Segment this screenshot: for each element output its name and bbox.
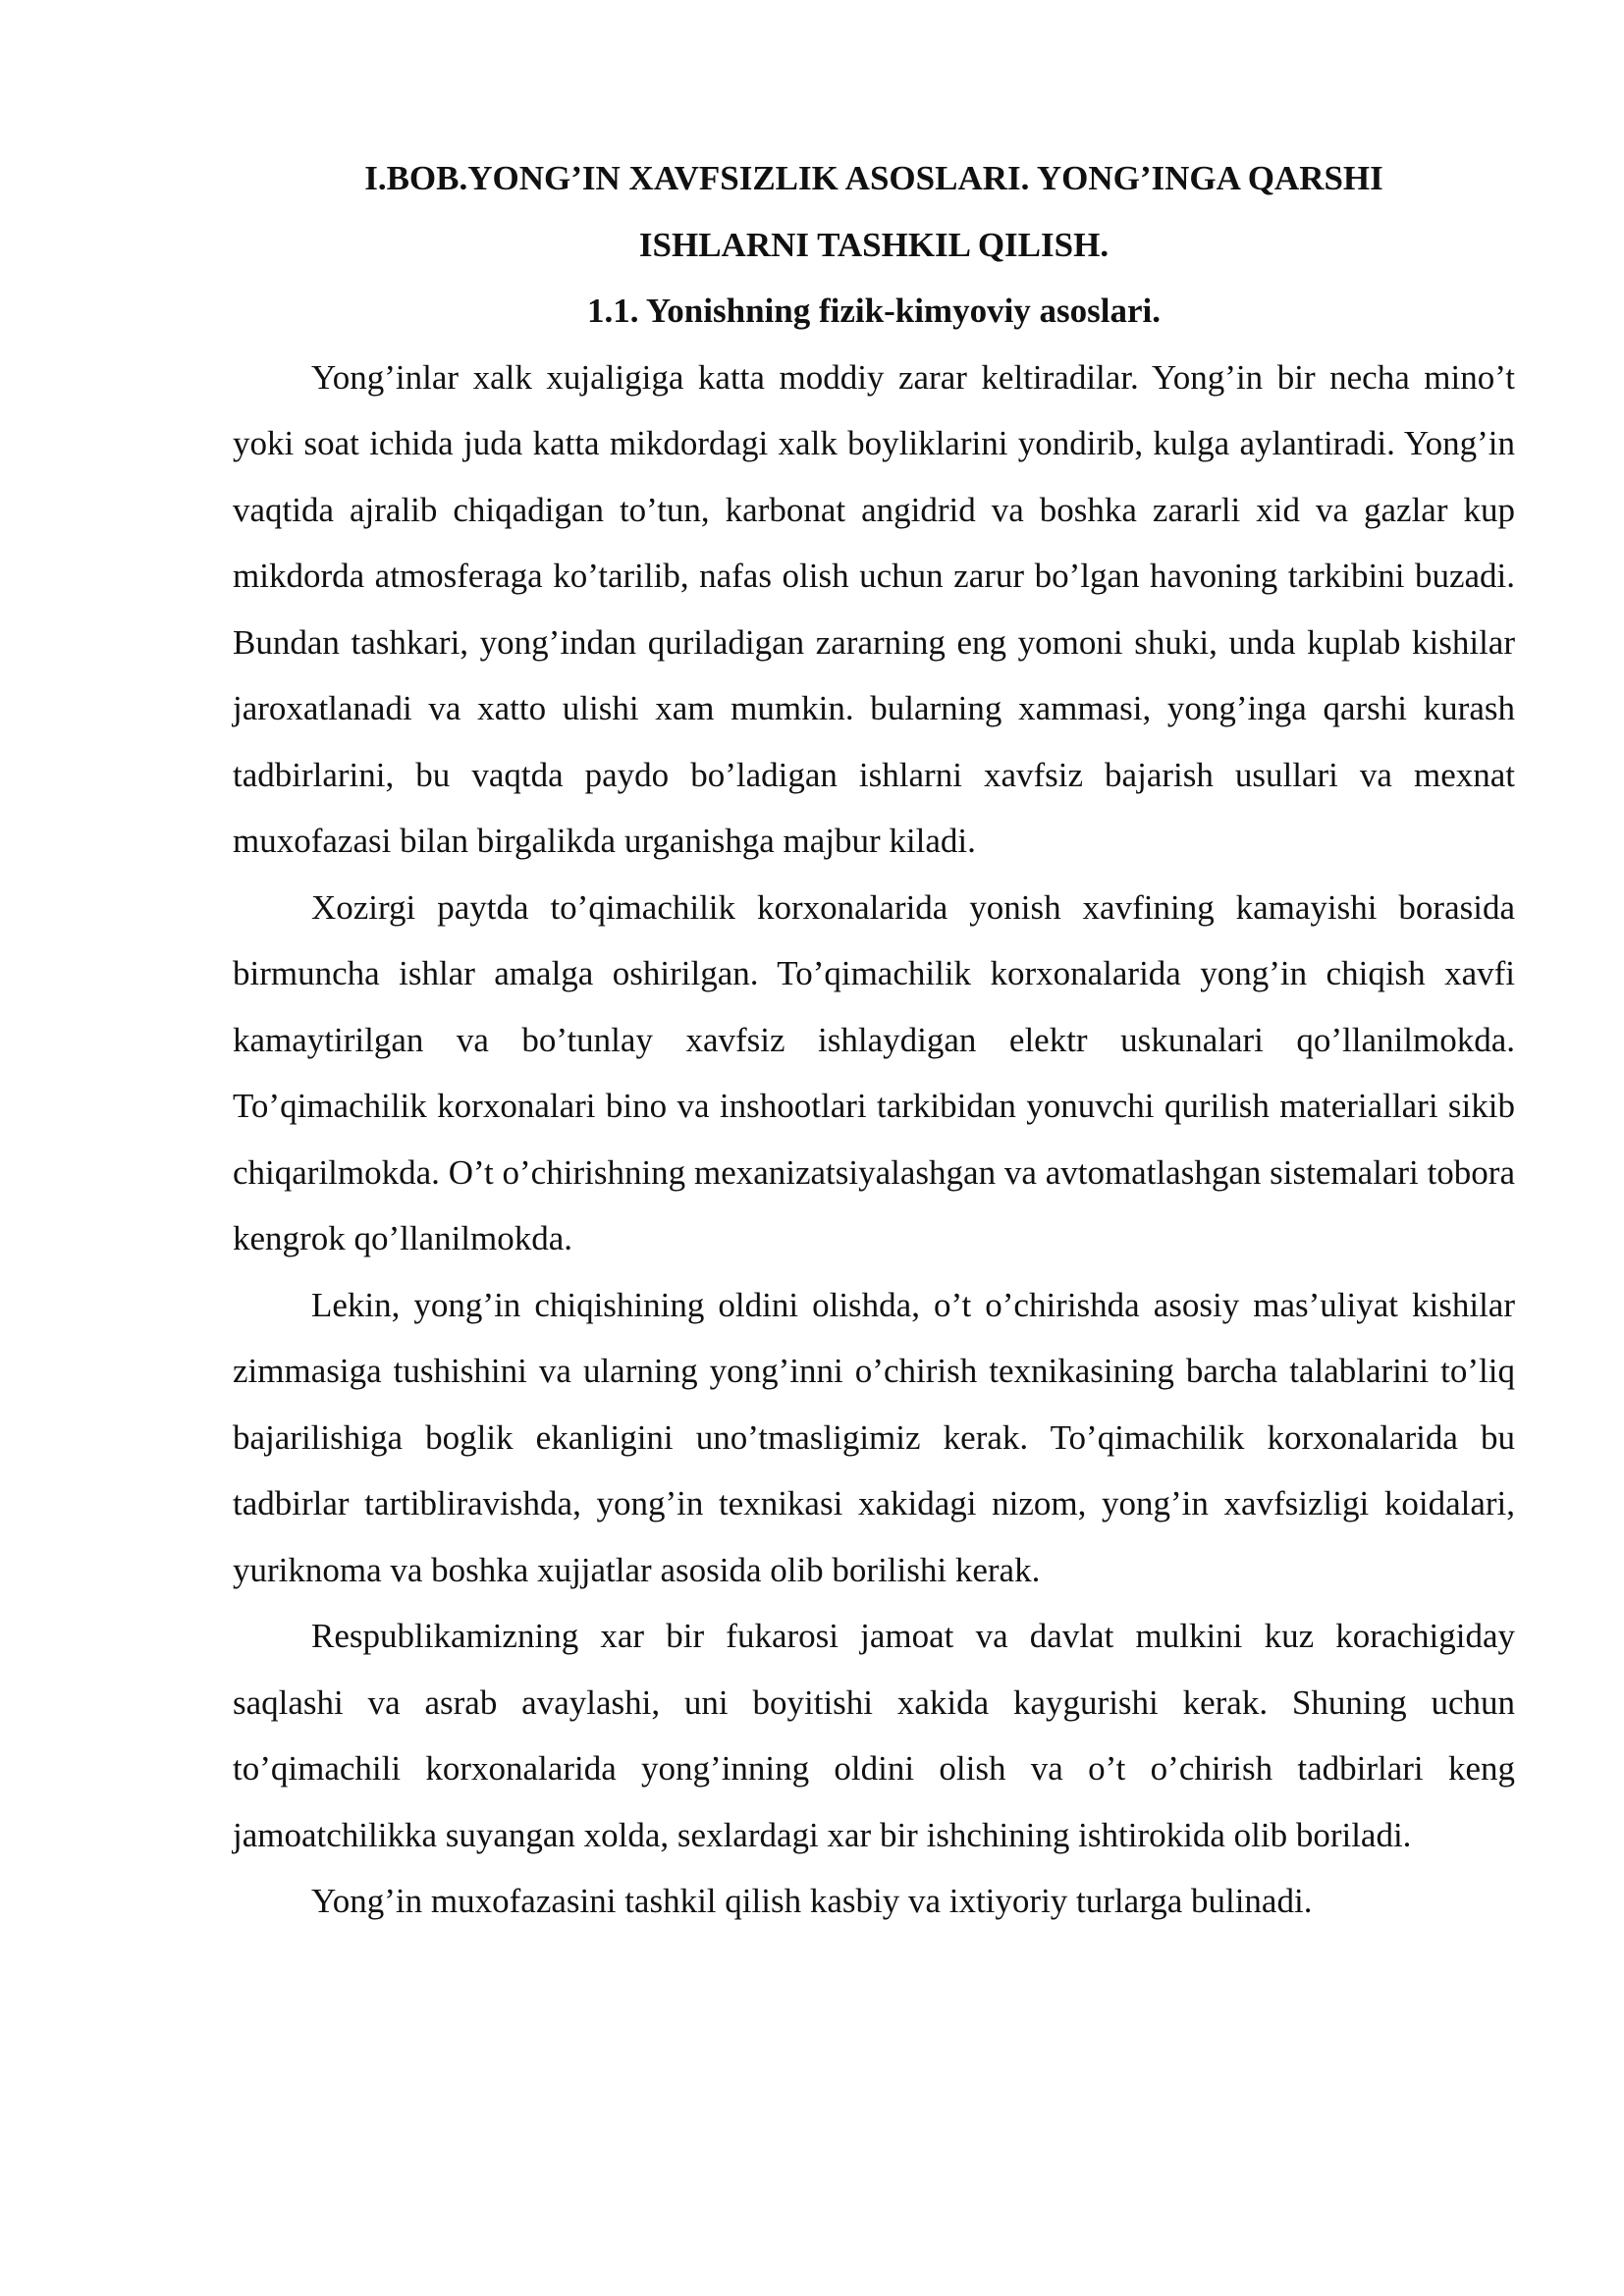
document-page: [233, 145, 1515, 1935]
paragraph-2: Xozirgi paytda to’qimachilik korxonalarida yonish xavfining kamayishi borasida birmuncha ishlar amalga oshirilgan. To’qimachilik korxonalarida yong’in chiqish xavfi kamaytirilgan va bo’tunlay xavfsiz ishlaydigan elektr uskunalari qo’llanilmokda. To’qimachilik korxonalari bino va inshootlari tarkibidan yonuvchi qurilish materiallari sikib chiqarilmokda. O’t o’chirishning mexanizatsiyalashgan va avtomatlashgan sistemalari tobora kengrok qo’llanilmokda.: [233, 887, 1515, 1257]
paragraph-5: Yong’in muxofazasini tashkil qilish kasbiy va ixtiyoriy turlarga bulinadi.: [311, 1882, 1313, 1920]
paragraph-1: Yong’inlar xalk xujaligiga katta moddiy zarar keltiradilar. Yong’in bir necha mino’t yoki soat ichida juda katta mikdordagi xalk boyliklarini yondirib, kulga aylantiradi. Yong’in vaqtida ajralib chiqadigan to’tun, karbonat angidrid va boshka zararli xid va gazlar kup mikdorda atmosferaga ko’tarilib, nafas olish uchun zarur bo’lgan havoning tarkibini buzadi. Bundan tashkari, yong’indan quriladigan zararning eng yomoni shuki, unda kuplab kishilar jaroxatlanadi va xatto ulishi xam mumkin. bularning xammasi, yong’inga qarshi kurash tadbirlarini, bu vaqtda paydo bo’ladigan ishlarni xavfsiz bajarish usullari va mexnat muxofazasi bilan birgalikda urganishga majbur kiladi.: [233, 357, 1515, 860]
paragraph-4: Respublikamizning xar bir fukarosi jamoat va davlat mulkini kuz korachigiday saqlashi va asrab avaylashi, uni boyitishi xakida kaygurishi kerak. Shuning uchun to’qimachili korxonalarida yong’inning oldini olish va o’t o’chirish tadbirlari keng jamoatchilikka suyangan xolda, sexlardagi xar bir ishchining ishtirokida olib boriladi.: [233, 1617, 1515, 1854]
chapter-title-line-2: ISHLARNI TASHKIL QILISH.: [638, 225, 1110, 264]
section-title: 1.1. Yonishning fizik-kimyoviy asoslari.: [586, 292, 1162, 330]
chapter-title-line-1: I.BOB.YONG’IN XAVFSIZLIK ASOSLARI. YONG’INGA QARSHI: [364, 159, 1383, 197]
paragraph-3: Lekin, yong’in chiqishining oldini olishda, o’t o’chirishda asosiy mas’uliyat kishilar zimmasiga tushishini va ularning yong’inni o’chirish texnikasining barcha talablarini to’liq bajarilishiga boglik ekanligini uno’tmasligimiz kerak. To’qimachilik korxonalarida bu tadbirlar tartibliravishda, yong’in texnikasi xakidagi nizom, yong’in xavfsizligi koidalari, yuriknoma va boshka xujjatlar asosida olib borilishi kerak.: [233, 1285, 1515, 1589]
